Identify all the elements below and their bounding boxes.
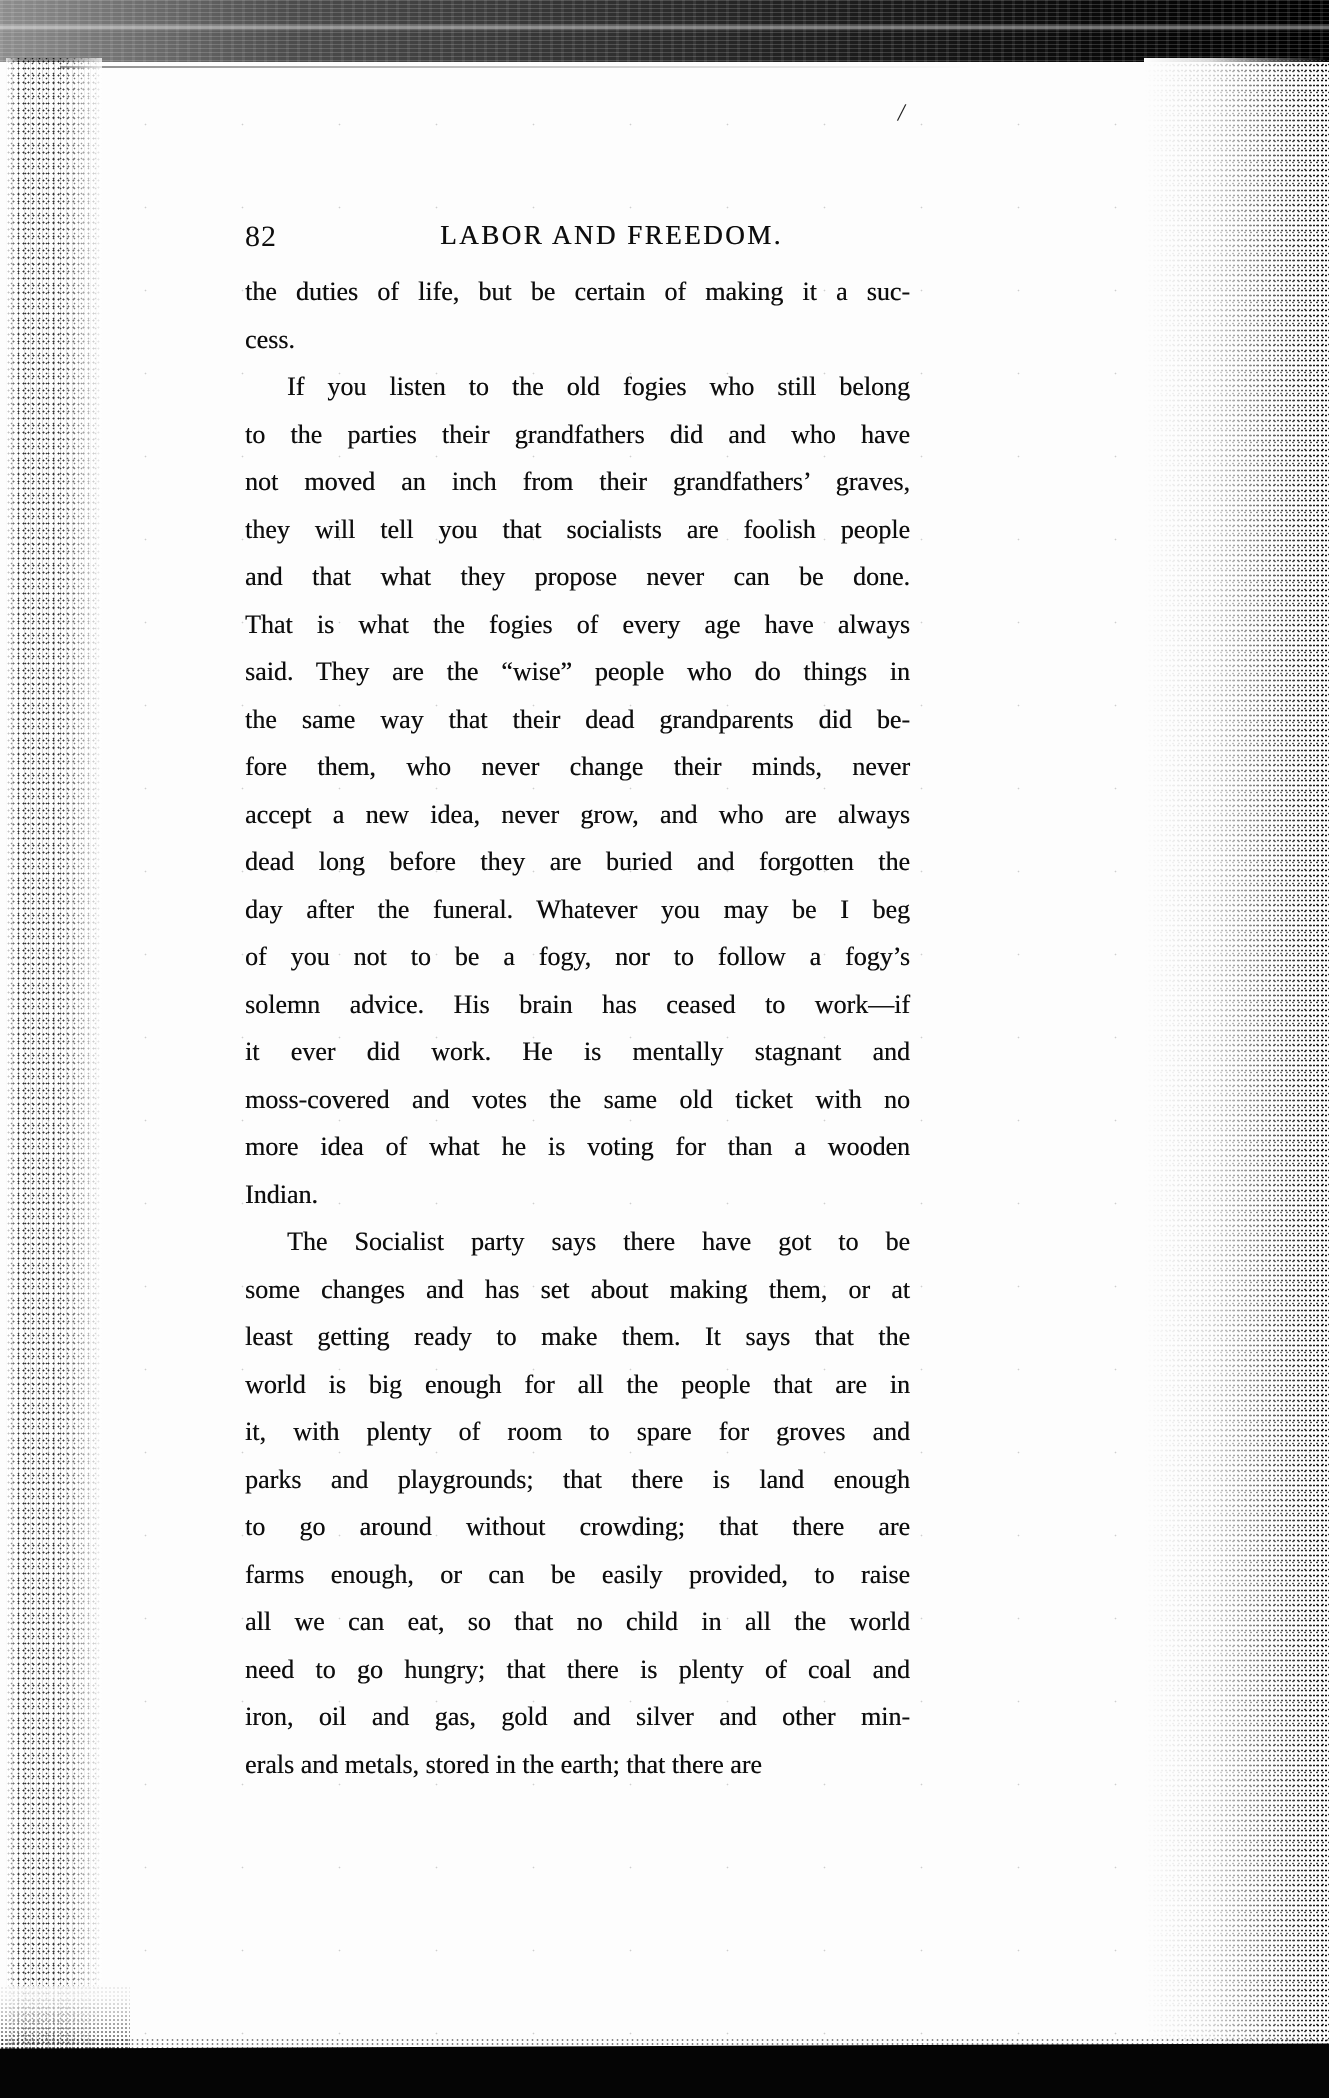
text-line: it, with plenty of room to spare for groves and	[245, 1417, 910, 1446]
text-line: day after the funeral. Whatever you may be I beg	[245, 894, 910, 924]
text-line: world is big enough for all the people that are in	[245, 1369, 910, 1399]
text-line: said. They are the “wise” people who do things in	[245, 657, 910, 686]
text-line: of you not to be a fogy, nor to follow a fogy’s	[245, 942, 910, 971]
text-line: solemn advice. His brain has ceased to work—if	[245, 989, 910, 1019]
scan-artifact-top-band	[0, 0, 1329, 62]
text-line: accept a new idea, never grow, and who are always	[245, 799, 910, 829]
text-line: and that what they propose never can be done.	[245, 562, 910, 591]
text-line: not moved an inch from their grandfathers’ graves,	[245, 467, 910, 496]
text-line: The Socialist party says there have got to be	[287, 1227, 910, 1256]
scan-artifact-top-line	[60, 66, 980, 68]
text-line: farms enough, or can be easily provided, to raise	[245, 1559, 910, 1589]
page-header	[245, 220, 910, 256]
text-line: to go around without crowding; that there are	[245, 1512, 910, 1541]
page-body-text	[245, 268, 910, 1788]
text-line: to the parties their grandfathers did and who have	[245, 419, 910, 449]
text-line: they will tell you that socialists are foolish people	[245, 514, 910, 544]
text-line: That is what the fogies of every age have always	[245, 609, 910, 639]
scan-edge-shading	[1144, 58, 1329, 2058]
text-line: If you listen to the old fogies who still belong	[287, 372, 910, 401]
text-line: dead long before they are buried and forgotten the	[245, 847, 910, 876]
text-line: least getting ready to make them. It says that the	[245, 1322, 910, 1351]
text-line: some changes and has set about making them, or at	[245, 1274, 910, 1304]
text-line: parks and playgrounds; that there is land enough	[245, 1464, 910, 1494]
scan-artifact-bottom-band	[0, 2043, 1329, 2098]
text-line: the same way that their dead grandparents did be-	[245, 704, 910, 734]
text-line: all we can eat, so that no child in all the world	[245, 1607, 910, 1636]
text-line: the duties of life, but be certain of making it a suc-	[245, 277, 910, 306]
scan-stray-mark: /	[896, 97, 908, 128]
running-title: LABOR AND FREEDOM.	[440, 220, 783, 250]
text-line: cess.	[245, 324, 295, 354]
text-line: iron, oil and gas, gold and silver and other min-	[245, 1702, 910, 1731]
text-line: need to go hungry; that there is plenty of coal and	[245, 1654, 910, 1684]
text-line: erals and metals, stored in the earth; that there are	[245, 1749, 762, 1779]
page-number: 82	[245, 220, 277, 253]
text-line: moss-covered and votes the same old ticket with no	[245, 1084, 910, 1114]
text-line: Indian.	[245, 1179, 318, 1209]
text-line: it ever did work. He is mentally stagnant and	[245, 1037, 910, 1066]
text-line: more idea of what he is voting for than a wooden	[245, 1132, 910, 1161]
text-line: fore them, who never change their minds, never	[245, 752, 910, 781]
scan-gutter-shadow	[6, 58, 102, 2052]
